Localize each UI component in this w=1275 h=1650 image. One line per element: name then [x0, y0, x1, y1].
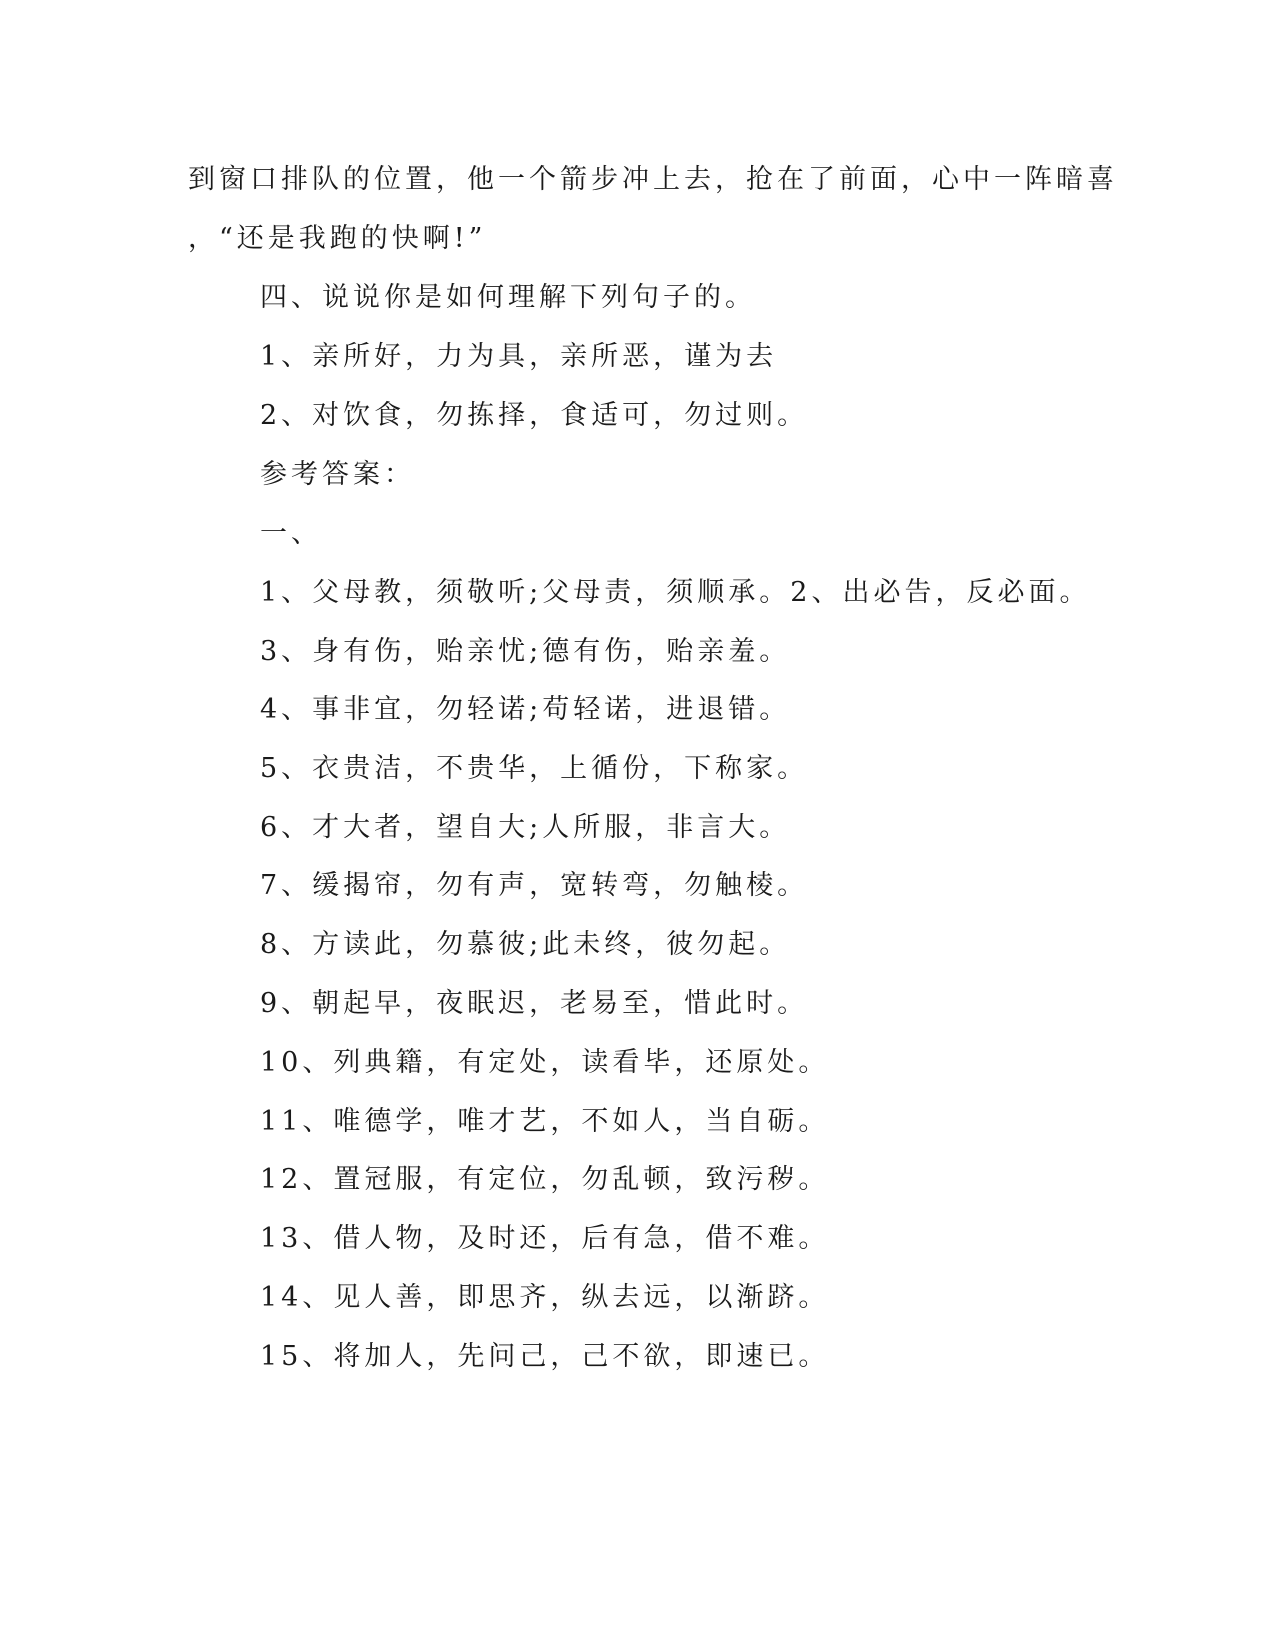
answer-item: 6、才大者，望自大;人所服，非言大。 [260, 812, 791, 843]
answer-item: 14、见人善，即思齐，纵去远，以渐跻。 [260, 1282, 830, 1313]
answer-item: 13、借人物，及时还，后有急，借不难。 [260, 1223, 830, 1254]
answer-item: 10、列典籍，有定处，读看毕，还原处。 [260, 1047, 830, 1078]
answer-item: 5、衣贵洁，不贵华，上循份，下称家。 [260, 753, 809, 784]
answer-item: 7、缓揭帘，勿有声，宽转弯，勿触棱。 [260, 870, 809, 901]
answer-item: 12、置冠服，有定位，勿乱顿，致污秽。 [260, 1164, 830, 1195]
answer-item: 4、事非宜，勿轻诺;苟轻诺，进退错。 [260, 694, 791, 725]
continuation-line-2: ，“还是我跑的快啊!” [188, 223, 487, 254]
section-four-item: 2、对饮食，勿拣择，食适可，勿过则。 [260, 400, 809, 431]
continuation-line-1: 到窗口排队的位置，他一个箭步冲上去，抢在了前面，心中一阵暗喜 [188, 164, 1118, 195]
section-four-heading: 四、说说你是如何理解下列句子的。 [260, 282, 756, 313]
section-four-item: 1、亲所好，力为具，亲所恶，谨为去 [260, 341, 778, 372]
answers-part-one-label: 一、 [260, 518, 322, 549]
answer-item: 3、身有伤，贻亲忧;德有伤，贻亲羞。 [260, 636, 791, 667]
answers-heading: 参考答案： [260, 459, 415, 490]
answer-item: 1、父母教，须敬听;父母责，须顺承。2、出必告，反必面。 [260, 577, 1091, 608]
answer-item: 11、唯德学，唯才艺，不如人，当自砺。 [260, 1106, 830, 1137]
answer-item: 15、将加人，先问己，己不欲，即速已。 [260, 1341, 830, 1372]
answer-item: 8、方读此，勿慕彼;此未终，彼勿起。 [260, 929, 791, 960]
answer-item: 9、朝起早，夜眠迟，老易至，惜此时。 [260, 988, 809, 1019]
